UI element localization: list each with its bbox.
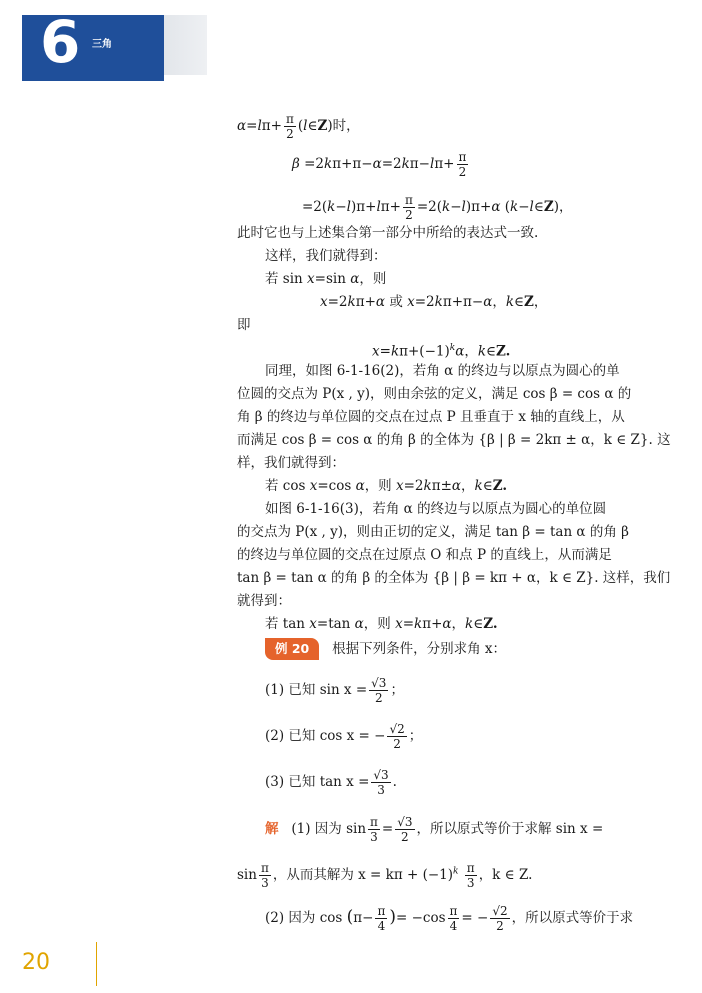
c2-denominator: 2 <box>387 736 406 751</box>
para3-line-3: 的终边与单位圆的交点在过原点 O 和点 P 的直线上，从而满足 <box>237 547 612 563</box>
c2-semicolon: ； <box>408 728 423 744</box>
c1-semicolon: ； <box>390 682 404 698</box>
c1-denominator: 2 <box>369 690 388 705</box>
formula-line-8: x=2kπ+α 或 x=2kπ+π−α，k∈Z， <box>320 294 548 310</box>
para2-line-4: 而满足 cos β = cos α 的角 β 的全体为 {β | β = 2kπ ± α，k ∈ Z}. 这 <box>237 432 671 448</box>
para3-line-4: tan β = tan α 的角 β 的全体为 {β | β = kπ + α，k ∈ Z}. 这样，我们 <box>237 570 671 586</box>
para3-line-1: 如图 6-1-16(3)，若角 α 的终边与以原点为圆心的单位圆 <box>265 501 607 517</box>
formula-line-3: =2(k−l)π+lπ+ $\frac{\pi}{2}$ =2(k−l)π+α (k−l∈Z)， <box>302 193 573 222</box>
c3-period: . <box>392 774 397 790</box>
solution-2a: sin <box>237 867 257 883</box>
condition-2-text: (2) 已知 cos x = − <box>265 728 386 744</box>
page-number-rule <box>96 942 97 986</box>
example-header <box>265 638 506 660</box>
solution-3b: = −cos <box>395 910 446 926</box>
s1-denominator: 2 <box>395 829 414 844</box>
solution-2b: ，从而其解为 x = kπ + (−1) <box>272 867 454 883</box>
formula-line-10: $x=k\pi+(-1)^k\alpha$，k∈Z. <box>372 343 511 360</box>
para2-line-2: 位圆的交点为 P(x , y)，则由余弦的定义，满足 cos β = cos α 的 <box>237 386 632 402</box>
solution-1b: ，所以原式等价于求解 sin x = <box>416 821 604 837</box>
text-line-9: 即 <box>237 317 251 333</box>
example-condition-2 <box>265 722 422 751</box>
c3-numerator: √3 <box>373 768 389 782</box>
text-line-5: 此时它也与上述集合第一部分中所给的表达式一致. <box>237 225 539 241</box>
example-condition-1 <box>265 676 404 705</box>
text-line-6: 这样，我们就得到： <box>265 248 387 264</box>
solution-3a: (2) 因为 cos <box>265 910 343 926</box>
example-badge: 例 20 <box>265 638 319 660</box>
solution-line-3: (2) 因为 cos (π− $\frac{\pi}{4}$ )= −cos $\frac{\pi}{4}$ = − $\frac{√2}{2}$ ，所以原式等价于求 <box>265 904 634 933</box>
solution-2c: ，k ∈ Z. <box>478 867 533 883</box>
solution-3d: ，所以原式等价于求 <box>511 910 634 926</box>
formula-line-2: β =2kπ+π−α=2kπ−lπ+ $\frac{\pi}{2}$ <box>292 150 467 179</box>
formula-line-1: α=lπ+ $\frac{\pi}{2}$ (l∈Z)时， <box>237 112 360 141</box>
para2-line-1: 同理，如图 6-1-16(2)，若角 α 的终边与以原点为圆心的单 <box>265 363 620 379</box>
example-condition-3 <box>265 768 397 797</box>
s1-numerator: √3 <box>397 815 413 829</box>
solution-3c: = − <box>461 910 489 926</box>
formula-cos-result: 若 cos x=cos α，则 x=2kπ±α，k∈Z. <box>265 478 508 494</box>
solution-line-2: sin $\frac{\pi}{3}$ ，从而其解为 $x = k\pi + (-1)^k$ $\frac{\pi}{3}$ ，k ∈ Z. <box>237 861 533 890</box>
s3-numerator: √2 <box>492 904 508 918</box>
line1-end-text: 时， <box>332 118 360 134</box>
condition-3-text: (3) 已知 tan x = <box>265 774 370 790</box>
solution-1a: (1) 因为 sin <box>291 821 367 837</box>
formula-line-7: 若 sin x=sin α，则 <box>265 271 387 287</box>
c2-numerator: √2 <box>389 722 405 736</box>
para3-line-5: 就得到： <box>237 593 291 609</box>
condition-1-text: (1) 已知 sin x = <box>265 682 368 698</box>
solution-line-1: 解 (1) 因为 sin $\frac{\pi}{3}$ = $\frac{√3}{2}$ ，所以原式等价于求解 sin x = <box>265 815 604 844</box>
example-prompt: 根据下列条件，分别求角 x： <box>332 641 507 657</box>
solution-label: 解 <box>265 821 279 837</box>
s3-denominator: 2 <box>490 918 509 933</box>
c3-denominator: 3 <box>371 782 390 797</box>
chapter-title: 三角 <box>92 39 112 50</box>
para3-line-2: 的交点为 P(x , y)，则由正切的定义，满足 tan β = tan α 的角 β <box>237 524 629 540</box>
chapter-number: 6 <box>40 8 81 76</box>
para2-line-5: 样，我们就得到： <box>237 455 345 471</box>
para2-line-3: 角 β 的终边与单位圆的交点在过点 P 且垂直于 x 轴的直线上，从 <box>237 409 625 425</box>
formula-tan-result: 若 tan x=tan α，则 x=kπ+α，k∈Z. <box>265 616 498 632</box>
c1-numerator: √3 <box>371 676 387 690</box>
page-number: 20 <box>22 950 50 975</box>
